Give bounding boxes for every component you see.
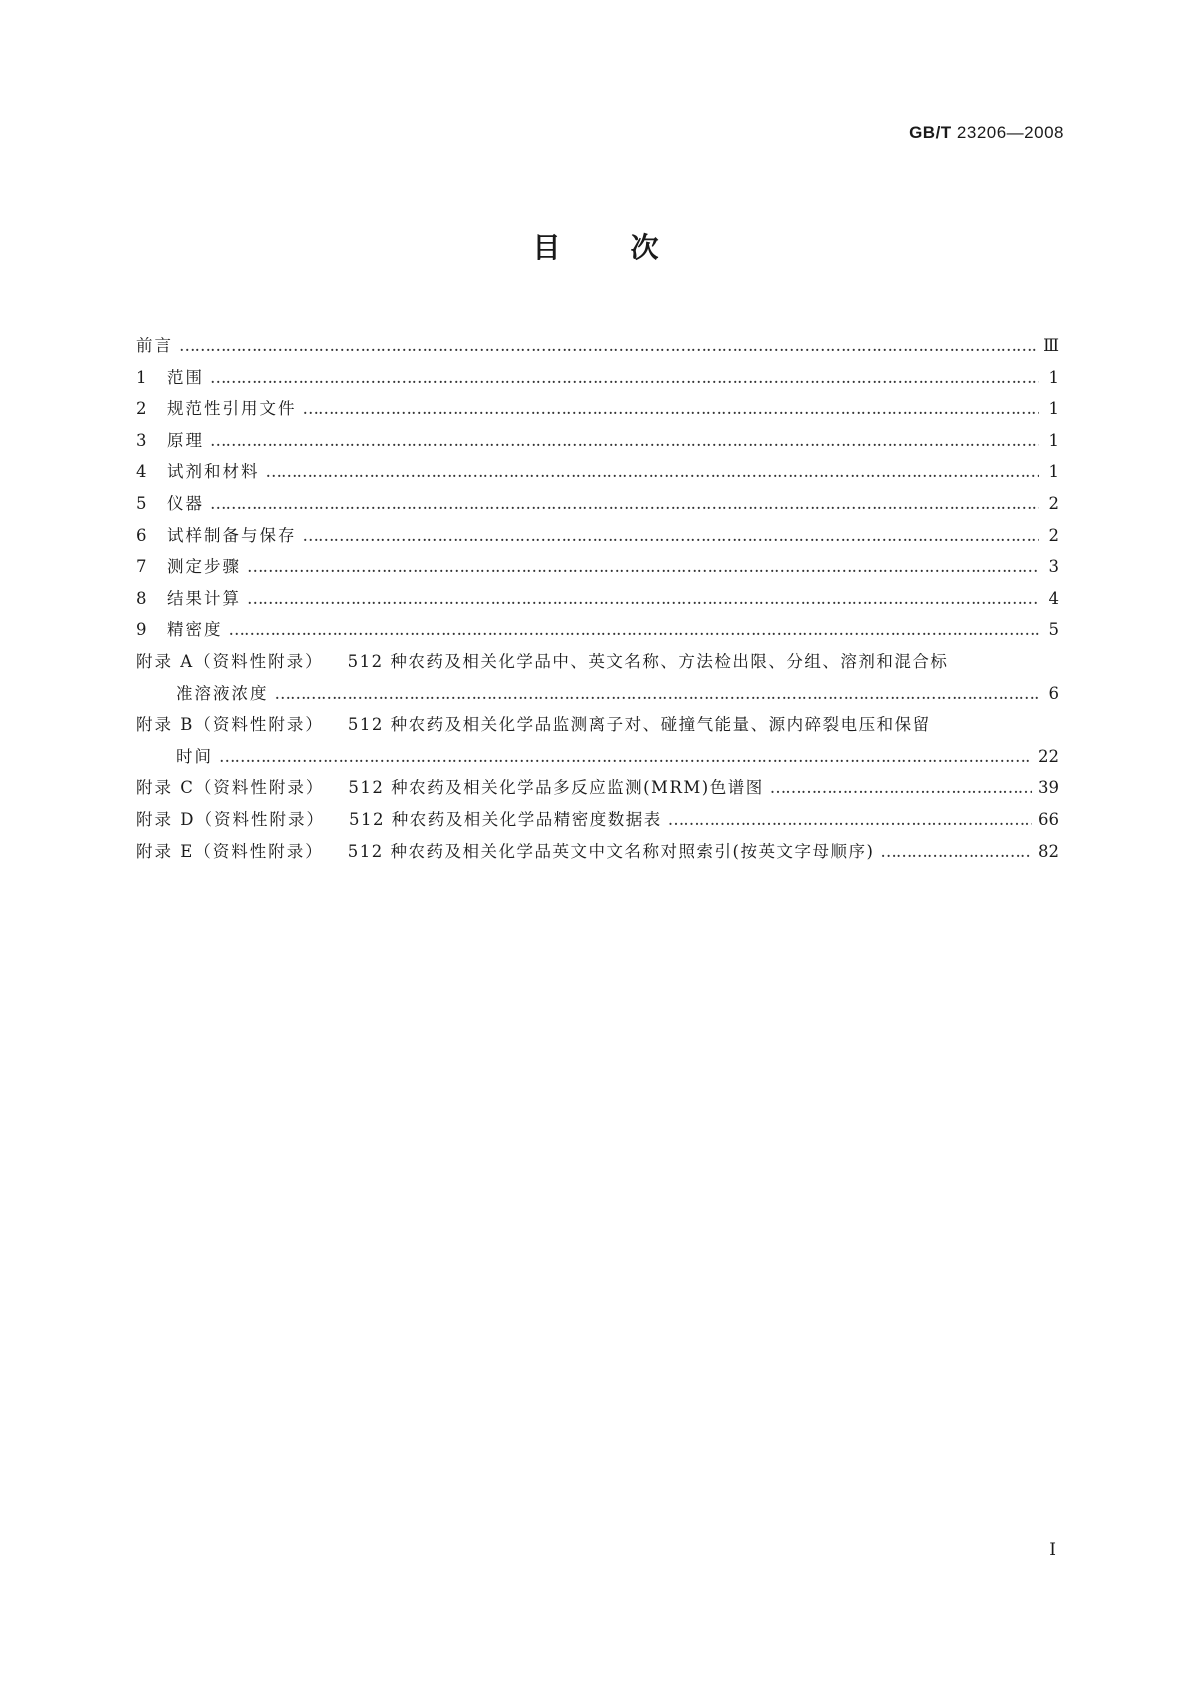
leader-dots — [247, 583, 1039, 615]
toc-label: 精密度 — [167, 620, 223, 640]
appendix-title: 512 种农药及相关化学品英文中文名称对照索引(按英文字母顺序) — [347, 841, 875, 861]
appendix-prefix: 附录 D（资料性附录） — [136, 809, 325, 829]
leader-dots — [266, 456, 1040, 488]
title-char-2: 次 — [630, 231, 659, 264]
toc-entry-section[interactable] — [136, 362, 1059, 394]
standard-prefix: GB/T — [909, 123, 952, 142]
appendix-prefix: 附录 A（资料性附录） — [136, 651, 324, 671]
standard-number: 23206—2008 — [956, 123, 1064, 142]
toc-page: 66 — [1038, 809, 1059, 829]
toc-entry-section[interactable] — [136, 551, 1059, 583]
toc-entry-section[interactable] — [136, 614, 1059, 646]
toc-page: 3 — [1048, 557, 1059, 577]
toc-label: 规范性引用文件 — [167, 399, 297, 419]
leader-dots — [219, 741, 1032, 773]
toc-label: 前言 — [136, 336, 173, 355]
toc-page: 2 — [1048, 525, 1059, 545]
section-number: 4 — [136, 462, 147, 482]
toc-entry-section[interactable] — [136, 393, 1059, 425]
toc-label: 结果计算 — [167, 588, 241, 608]
toc-entry-appendix-a[interactable] — [136, 646, 1059, 678]
section-number: 9 — [136, 620, 147, 640]
appendix-title: 512 种农药及相关化学品监测离子对、碰撞气能量、源内碎裂电压和保留 — [347, 715, 931, 735]
appendix-prefix: 附录 B（资料性附录） — [136, 715, 324, 735]
section-number: 8 — [136, 588, 147, 608]
toc-page: 82 — [1038, 841, 1059, 861]
toc-page: 1 — [1048, 430, 1059, 450]
section-number: 3 — [136, 430, 147, 450]
toc-entry-section[interactable] — [136, 488, 1059, 520]
toc-entry-section[interactable] — [136, 583, 1059, 615]
appendix-title-continued: 时间 — [176, 746, 213, 766]
appendix-prefix: 附录 C（资料性附录） — [136, 778, 325, 798]
toc-label: 仪器 — [167, 493, 204, 513]
section-number: 6 — [136, 525, 147, 545]
leader-dots — [303, 520, 1040, 552]
page-title — [0, 226, 1191, 266]
leader-dots — [668, 804, 1032, 836]
leader-dots — [247, 551, 1039, 583]
leader-dots — [210, 488, 1039, 520]
toc-page: 1 — [1048, 399, 1059, 419]
appendix-title-continued: 准溶液浓度 — [176, 683, 269, 703]
toc-page: 22 — [1038, 746, 1059, 766]
toc-label: 原理 — [167, 430, 204, 450]
leader-dots — [880, 836, 1032, 868]
toc-page: 2 — [1048, 493, 1059, 513]
toc-entry-section[interactable] — [136, 520, 1059, 552]
standard-code — [909, 123, 1064, 143]
leader-dots — [275, 678, 1040, 710]
toc-entry-appendix-b-continued[interactable] — [136, 741, 1059, 773]
toc-entry-appendix-d[interactable] — [136, 804, 1059, 836]
toc-page: 5 — [1048, 620, 1059, 640]
toc-page: Ⅲ — [1043, 336, 1059, 355]
table-of-contents — [136, 330, 1059, 867]
section-number: 2 — [136, 399, 147, 419]
toc-entry-section[interactable] — [136, 456, 1059, 488]
toc-page: 1 — [1048, 462, 1059, 482]
toc-label: 试样制备与保存 — [167, 525, 297, 545]
leader-dots — [179, 330, 1037, 362]
toc-entry-section[interactable] — [136, 425, 1059, 457]
leader-dots — [210, 362, 1039, 394]
page-number: Ⅰ — [1049, 1540, 1056, 1560]
toc-entry-preface[interactable] — [136, 330, 1059, 362]
toc-entry-appendix-b[interactable] — [136, 709, 1059, 741]
toc-entry-appendix-c[interactable] — [136, 772, 1059, 804]
section-number: 1 — [136, 367, 147, 387]
appendix-title: 512 种农药及相关化学品精密度数据表 — [348, 809, 662, 829]
appendix-title: 512 种农药及相关化学品中、英文名称、方法检出限、分组、溶剂和混合标 — [347, 651, 949, 671]
section-number: 7 — [136, 557, 147, 577]
toc-page: 4 — [1048, 588, 1059, 608]
title-char-1: 目 — [532, 231, 561, 264]
section-number: 5 — [136, 493, 147, 513]
toc-page: 39 — [1038, 778, 1059, 798]
toc-label: 测定步骤 — [167, 557, 241, 577]
toc-label: 试剂和材料 — [167, 462, 260, 482]
toc-entry-appendix-a-continued[interactable] — [136, 678, 1059, 710]
toc-page: 6 — [1048, 683, 1059, 703]
leader-dots — [770, 772, 1032, 804]
appendix-title: 512 种农药及相关化学品多反应监测(MRM)色谱图 — [348, 778, 764, 798]
toc-page: 1 — [1048, 367, 1059, 387]
toc-label: 范围 — [167, 367, 204, 387]
leader-dots — [210, 425, 1039, 457]
leader-dots — [303, 393, 1040, 425]
toc-entry-appendix-e[interactable] — [136, 836, 1059, 868]
appendix-prefix: 附录 E（资料性附录） — [136, 841, 324, 861]
leader-dots — [229, 614, 1040, 646]
